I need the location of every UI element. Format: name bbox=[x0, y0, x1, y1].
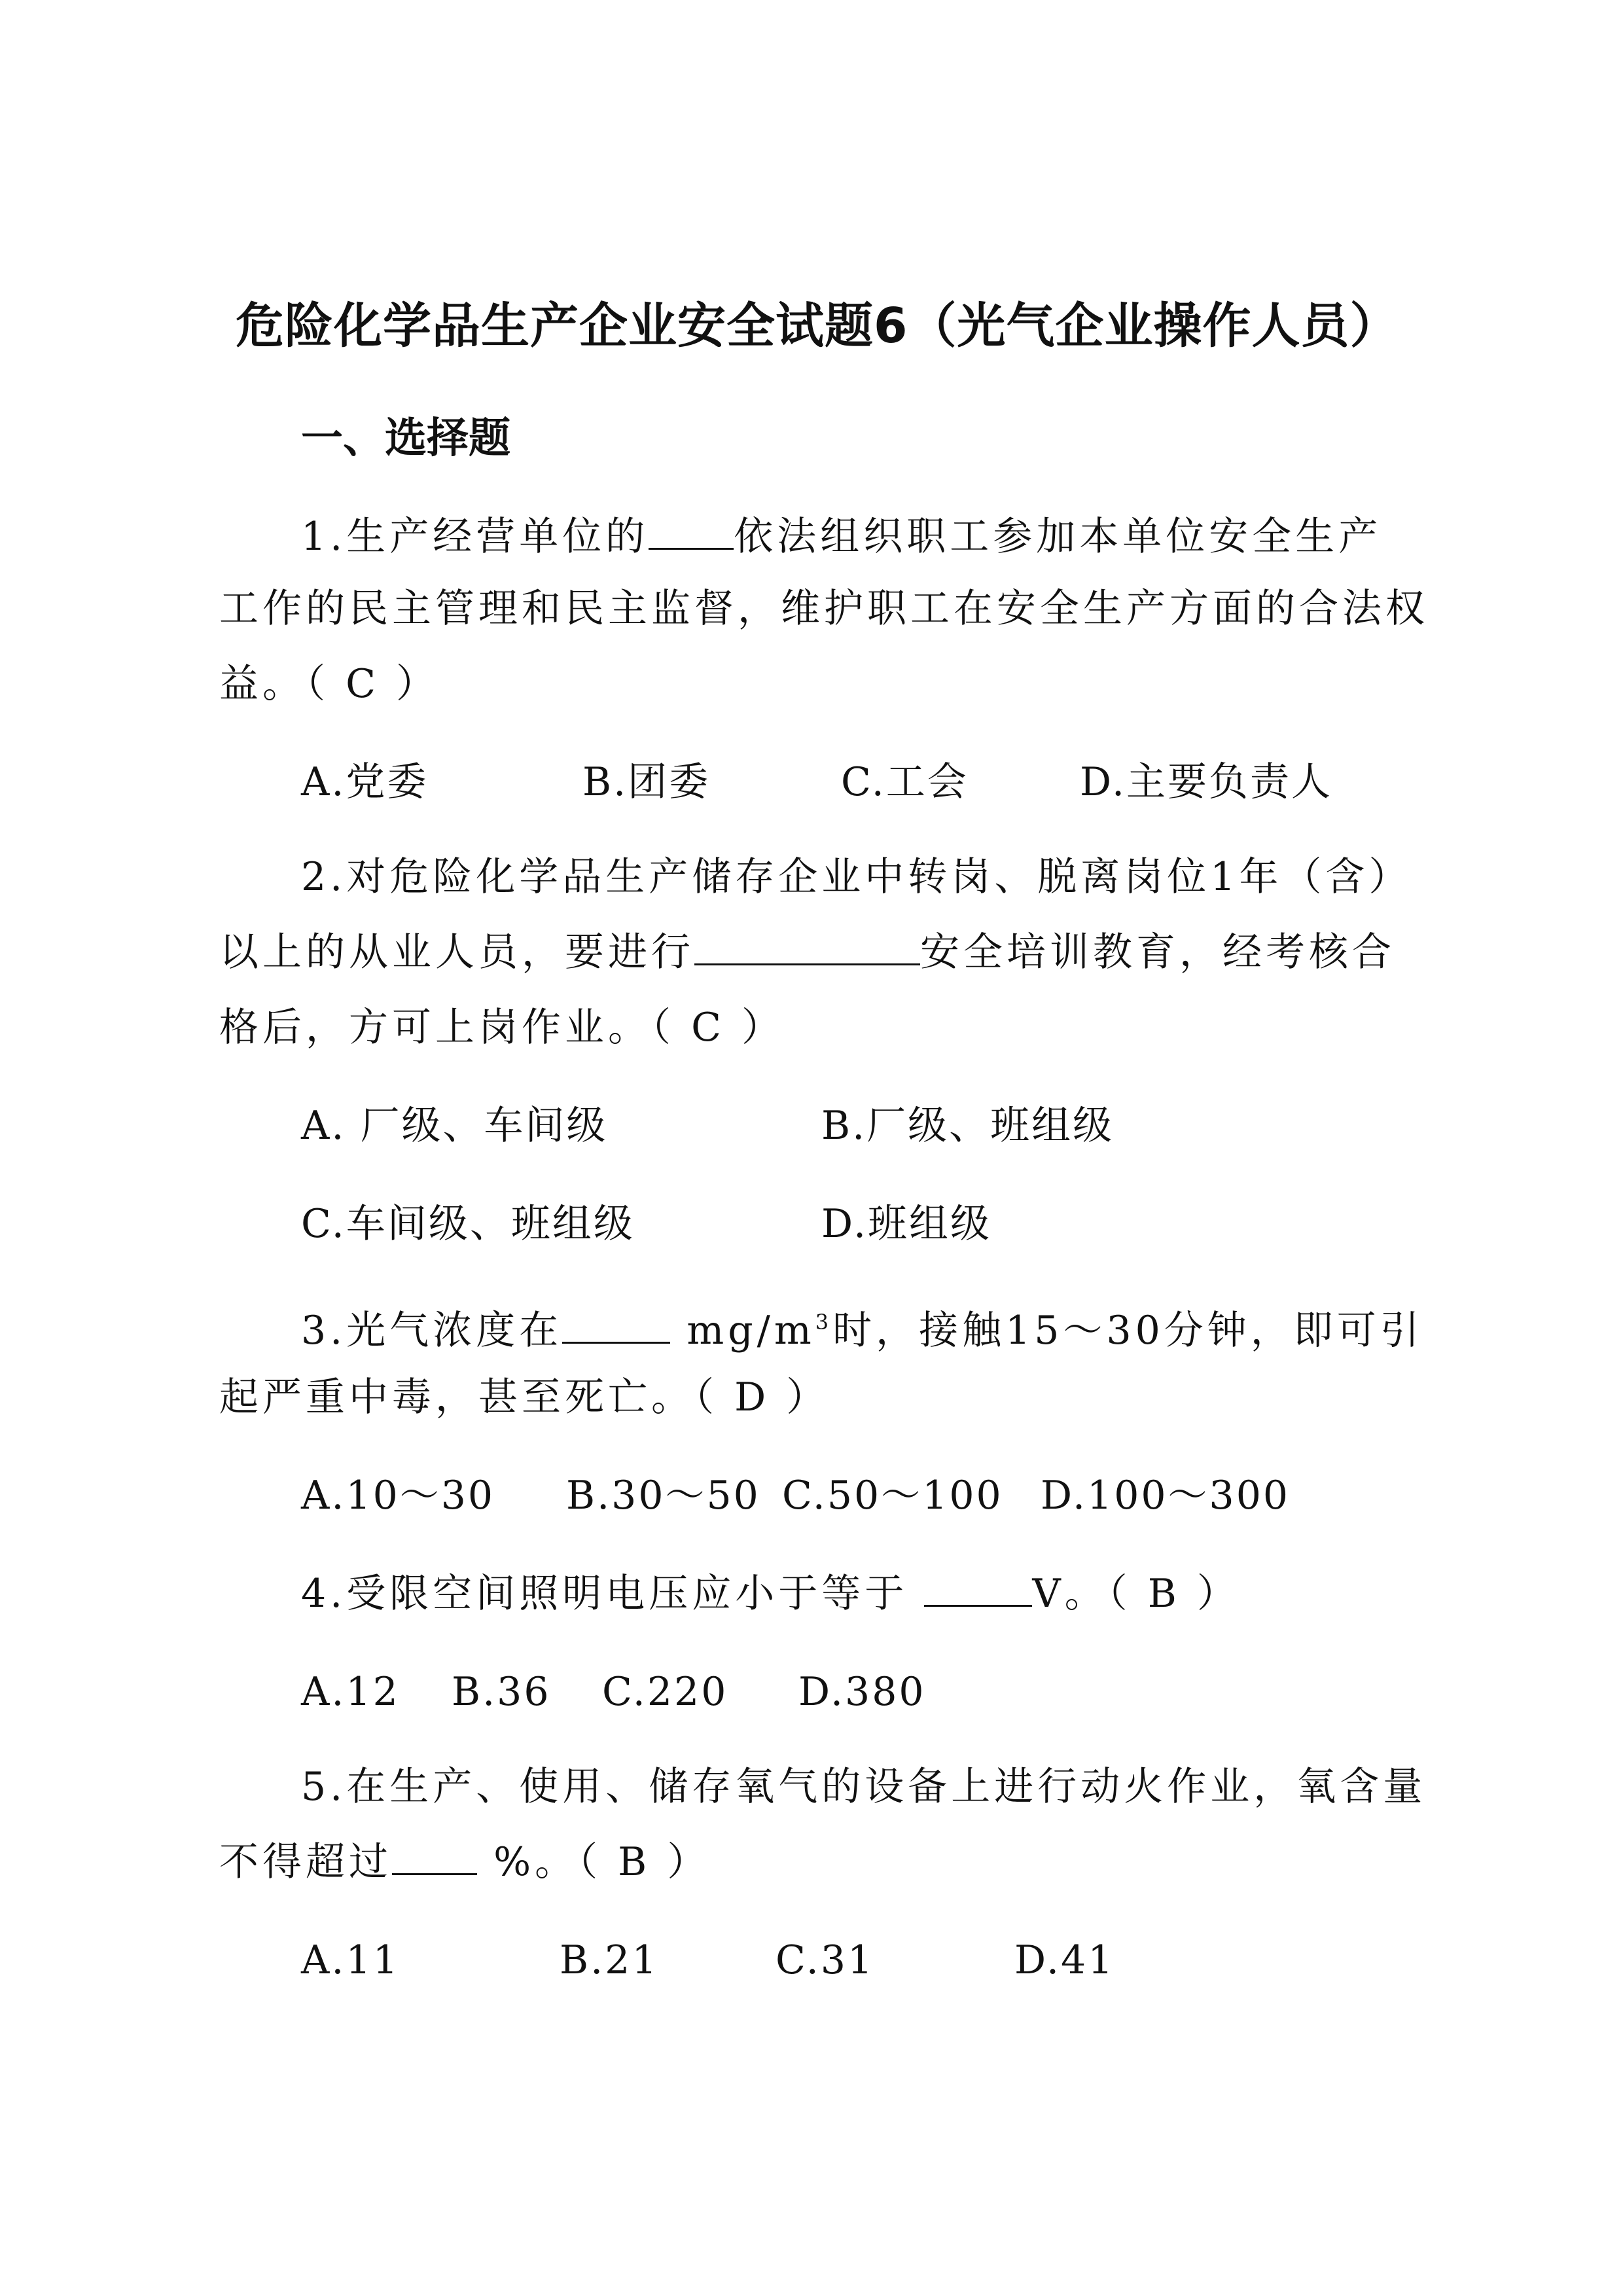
question-5-option-d: D.41 bbox=[1014, 1937, 1115, 1983]
question-1-option-d: D.主要负责人 bbox=[1080, 759, 1333, 805]
question-4-option-c: C.220 bbox=[602, 1669, 728, 1715]
question-3-line-2: 起严重中毒，甚至死亡。（ D ） bbox=[219, 1374, 830, 1420]
answer-blank bbox=[649, 509, 734, 550]
question-1-line-2: 工作的民主管理和民主监督，维护职工在安全生产方面的合法权 bbox=[219, 586, 1429, 632]
question-3-text-a: 3.光气浓度在 bbox=[301, 1308, 563, 1354]
question-3-text-c: 时，接触15～30分钟，即可引 bbox=[832, 1308, 1423, 1354]
question-2-option-c: C.车间级、班组级 bbox=[301, 1201, 635, 1247]
answer-blank bbox=[392, 1834, 477, 1875]
question-2-line-2 bbox=[219, 920, 1395, 985]
question-3-unit: mg/m bbox=[670, 1308, 815, 1354]
answer-blank bbox=[694, 924, 920, 965]
question-1-option-c: C.工会 bbox=[841, 759, 969, 805]
question-1-option-b: B.团委 bbox=[582, 759, 711, 805]
question-5-line-2 bbox=[219, 1829, 710, 1895]
question-4-line-1 bbox=[301, 1561, 1240, 1626]
question-1-option-a: A.党委 bbox=[301, 759, 429, 805]
question-4-option-b: B.36 bbox=[452, 1669, 551, 1715]
question-2-line-3: 格后，方可上岗作业。（ C ） bbox=[219, 1005, 785, 1050]
question-5-option-c: C.31 bbox=[776, 1937, 875, 1983]
question-3-option-a: A.10～30 bbox=[301, 1473, 495, 1518]
question-3-option-b: B.30～50 bbox=[566, 1473, 760, 1518]
question-3-unit-exponent: 3 bbox=[815, 1310, 833, 1335]
question-4-text-a: 4.受限空间照明电压应小于等于 bbox=[301, 1571, 908, 1617]
question-5-option-b: B.21 bbox=[560, 1937, 659, 1983]
question-2-text-b: 安全培训教育，经考核合 bbox=[920, 929, 1395, 975]
question-1-text-a: 1.生产经营单位的 bbox=[301, 514, 649, 560]
question-2-option-b: B.厂级、班组级 bbox=[821, 1103, 1115, 1149]
question-4-text-b: V。（ B ） bbox=[1032, 1571, 1240, 1617]
question-5-option-a: A.11 bbox=[301, 1937, 400, 1983]
question-5-text-a: 不得超过 bbox=[219, 1839, 392, 1885]
question-5-text-b: %。（ B ） bbox=[477, 1839, 711, 1885]
answer-blank bbox=[924, 1566, 1032, 1607]
question-3-option-c: C.50～100 bbox=[782, 1473, 1003, 1518]
question-2-option-d: D.班组级 bbox=[821, 1201, 992, 1247]
question-1-line-3: 益。（ C ） bbox=[219, 661, 440, 707]
question-2-text-a: 以上的从业人员，要进行 bbox=[219, 929, 694, 975]
question-2-line-1: 2.对危险化学品生产储存企业中转岗、脱离岗位1年（含） bbox=[301, 854, 1412, 900]
section-heading: 一、选择题 bbox=[301, 414, 510, 463]
answer-blank bbox=[562, 1302, 670, 1344]
question-2-option-a: A. 厂级、车间级 bbox=[301, 1103, 608, 1149]
question-3-option-d: D.100～300 bbox=[1041, 1473, 1291, 1518]
question-1-text-b: 依法组织职工参加本单位安全生产 bbox=[734, 514, 1382, 560]
page-title: 危险化学品生产企业安全试题6（光气企业操作人员） bbox=[236, 298, 1399, 354]
question-4-option-a: A.12 bbox=[301, 1669, 400, 1715]
question-3-line-1 bbox=[301, 1289, 1423, 1363]
question-5-line-1: 5.在生产、使用、储存氧气的设备上进行动火作业，氧含量 bbox=[301, 1764, 1427, 1810]
question-1-line-1 bbox=[301, 504, 1382, 569]
question-4-option-d: D.380 bbox=[798, 1669, 926, 1715]
